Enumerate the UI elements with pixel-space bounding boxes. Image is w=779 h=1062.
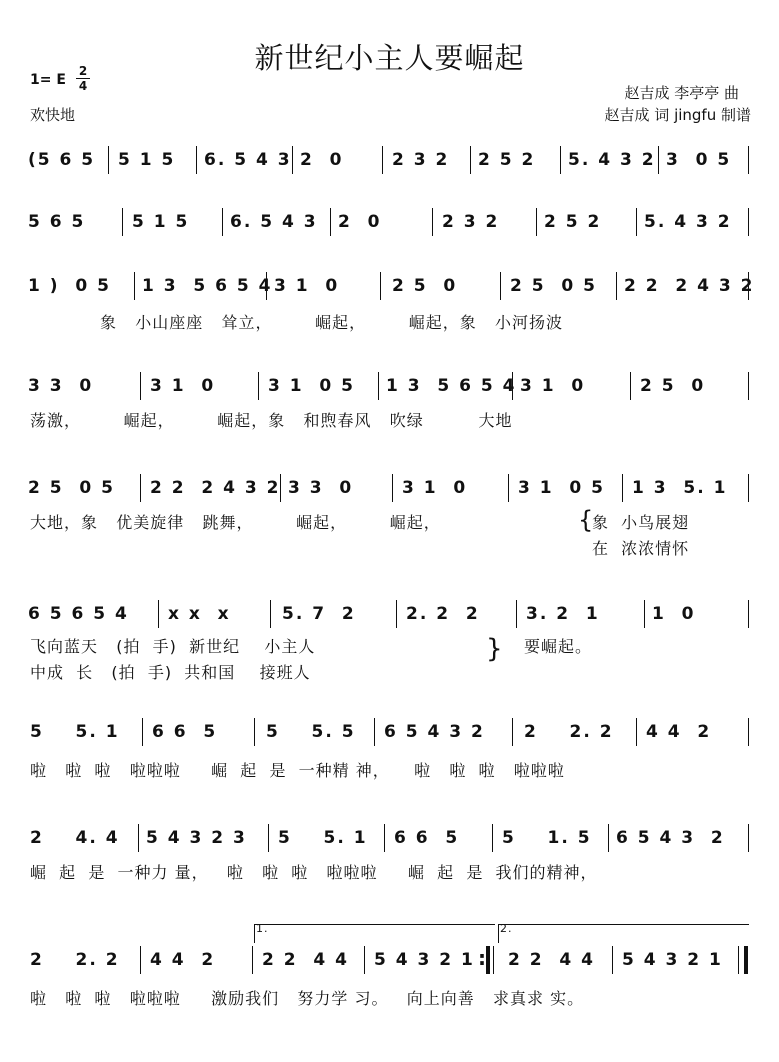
barline (140, 946, 141, 974)
measure: 5 1. 5 (502, 828, 592, 848)
measure: 3 0 5 (666, 150, 732, 170)
repeat-sign: : (478, 946, 487, 970)
barline (500, 272, 501, 300)
barline (392, 474, 393, 502)
staff-line-7 (0, 718, 779, 778)
barline (748, 718, 749, 746)
measure: 2 4. 4 (30, 828, 120, 848)
measure: x x x (168, 604, 231, 624)
measure: 5 5. 1 (30, 722, 120, 742)
barline (630, 372, 631, 400)
measure: 5. 7 2 (282, 604, 356, 624)
barline (748, 824, 749, 852)
measure: 2 2 4 4 (262, 950, 349, 970)
barline (330, 208, 331, 236)
measure: 3. 2 1 (526, 604, 600, 624)
barline (280, 474, 281, 502)
measure: 1 0 (652, 604, 696, 624)
measure: 5 1 5 (132, 212, 190, 232)
measure: 2 5 2 (478, 150, 536, 170)
barline (616, 272, 617, 300)
measure: 2 5 0 (392, 276, 458, 296)
measure: 3 1 0 5 (518, 478, 605, 498)
measure: 5 4 3 2 1 (374, 950, 475, 970)
barline (384, 824, 385, 852)
staff-line-8 (0, 824, 779, 884)
measure: 5 4 3 2 1 (622, 950, 723, 970)
barline (378, 372, 379, 400)
time-signature-top: 2 (78, 64, 88, 78)
composer: 赵吉成 李亭亭 曲 (624, 84, 739, 102)
measure: 5. 4 3 2 (644, 212, 732, 232)
barline (516, 600, 517, 628)
page-title: 新世纪小主人要崛起 (254, 41, 525, 75)
staff-line-5 (0, 474, 779, 558)
barline (374, 718, 375, 746)
barline (512, 372, 513, 400)
measure: 2 5 2 (544, 212, 602, 232)
volta-bracket-1 (254, 924, 495, 943)
measure: 3 1 0 5 (268, 376, 355, 396)
barline (134, 272, 135, 300)
barline (380, 272, 381, 300)
measure: 3 1 0 (402, 478, 468, 498)
lyrics-verse2: 在 浓浓情怀 (592, 539, 690, 558)
barline (268, 824, 269, 852)
brace: } (486, 634, 504, 664)
measure: 2 3 2 (392, 150, 450, 170)
barline (254, 718, 255, 746)
time-signature (76, 64, 90, 93)
measure: 2 2 4 4 (508, 950, 595, 970)
barline (140, 372, 141, 400)
measure: 2 0 (338, 212, 382, 232)
measure: 2 5 0 (640, 376, 706, 396)
barline (608, 824, 609, 852)
barline (196, 146, 197, 174)
barline (748, 600, 749, 628)
barline (738, 946, 739, 974)
barline (122, 208, 123, 236)
barline (493, 946, 494, 974)
barline (266, 272, 267, 300)
measure: 1 3 5 6 5 4 (386, 376, 517, 396)
lyrics: 荡激， 崛起， 崛起，象 和煦春风 吹绿 大地 (30, 411, 513, 430)
measure: (5 6 5 (28, 150, 96, 170)
measure: 6 5 4 3 2 (384, 722, 485, 742)
measure: 6. 5 4 3 (230, 212, 318, 232)
barline (142, 718, 143, 746)
measure: 5 5. 5 (266, 722, 356, 742)
measure: 3 3 0 (28, 376, 94, 396)
measure: 2 2. 2 (30, 950, 120, 970)
volta-second: 2. (500, 922, 513, 935)
measure: 6 5 4 3 2 (616, 828, 725, 848)
barline (138, 824, 139, 852)
barline (432, 208, 433, 236)
staff-line-4 (0, 372, 779, 432)
lyrics: 象 小山座座 耸立， 崛起， 崛起，象 小河扬波 (100, 313, 563, 332)
barline (658, 146, 659, 174)
measure: 3 1 0 (274, 276, 340, 296)
staff-line-2 (0, 208, 779, 268)
key-signature: 1= E (30, 72, 66, 88)
barline (140, 474, 141, 502)
time-signature-bottom: 4 (78, 79, 88, 93)
barline (622, 474, 623, 502)
staff-line-9 (0, 922, 779, 1008)
lyricist-credits: 赵吉成 词 jingfu 制谱 (604, 106, 751, 124)
measure: 5 6 5 (28, 212, 86, 232)
measure: 5 5. 1 (278, 828, 368, 848)
barline (748, 474, 749, 502)
measure: 6 5 6 5 4 (28, 604, 129, 624)
barline (364, 946, 365, 974)
brace: { (578, 506, 595, 534)
barline (258, 372, 259, 400)
measure: 4 4 2 (150, 950, 216, 970)
measure: 5. 4 3 2 (568, 150, 656, 170)
barline (382, 146, 383, 174)
lyrics-verse1: 飞向蓝天 (拍 手) 新世纪 小主人 (30, 637, 316, 656)
measure: 2 0 (300, 150, 344, 170)
barline (536, 208, 537, 236)
volta-bracket-2 (498, 924, 749, 943)
measure: 2 5 0 5 (28, 478, 115, 498)
measure: 1 3 5 6 5 4 (142, 276, 273, 296)
measure: 6 6 5 (152, 722, 218, 742)
measure: 4 4 2 (646, 722, 712, 742)
measure: 3 3 0 (288, 478, 354, 498)
barline (470, 146, 471, 174)
measure: 1 ) 0 5 (28, 276, 111, 296)
lyrics: 啦 啦 啦 啦啦啦 激励我们 努力学 习。 向上向善 求真求 实。 (30, 989, 585, 1008)
lyrics: 崛 起 是 一种力 量， 啦 啦 啦 啦啦啦 崛 起 是 我们的精神， (30, 863, 598, 882)
measure: 2 5 0 5 (510, 276, 597, 296)
barline (396, 600, 397, 628)
measure: 1 3 5. 1 (632, 478, 728, 498)
barline (560, 146, 561, 174)
measure: 6. 5 4 3 (204, 150, 292, 170)
barline (158, 600, 159, 628)
measure: 2 2 2 4 3 2 (624, 276, 755, 296)
barline (252, 946, 253, 974)
barline (636, 208, 637, 236)
barline (222, 208, 223, 236)
measure: 5 1 5 (118, 150, 176, 170)
lyrics-ending: 要崛起。 (524, 637, 593, 656)
barline (512, 718, 513, 746)
measure: 3 1 0 (150, 376, 216, 396)
barline (270, 600, 271, 628)
barline (492, 824, 493, 852)
volta-first: 1. (256, 922, 269, 935)
staff-line-3 (0, 272, 779, 332)
measure: 3 1 0 (520, 376, 586, 396)
barline (612, 946, 613, 974)
measure: 2 2. 2 (524, 722, 614, 742)
lyrics: 啦 啦 啦 啦啦啦 崛 起 是 一种精 神， 啦 啦 啦 啦啦啦 (30, 761, 565, 780)
lyrics: 大地，象 优美旋律 跳舞， 崛起， 崛起， (30, 513, 441, 532)
tempo-marking: 欢快地 (30, 106, 76, 124)
barline (292, 146, 293, 174)
staff-line-1 (0, 146, 779, 206)
measure: 2 3 2 (442, 212, 500, 232)
barline (636, 718, 637, 746)
barline (748, 372, 749, 400)
measure: 2. 2 2 (406, 604, 480, 624)
lyrics-verse1: 象 小鸟展翅 (592, 513, 690, 532)
barline (748, 272, 749, 300)
measure: 6 6 5 (394, 828, 460, 848)
barline (748, 208, 749, 236)
lyrics-verse2: 中成 长 (拍 手) 共和国 接班人 (30, 663, 311, 682)
barline (748, 146, 749, 174)
barline (508, 474, 509, 502)
measure: 2 2 2 4 3 2 (150, 478, 281, 498)
staff-line-6 (0, 600, 779, 682)
measure: 5 4 3 2 3 (146, 828, 247, 848)
barline (644, 600, 645, 628)
barline (486, 946, 490, 974)
barline (108, 146, 109, 174)
barline (744, 946, 748, 974)
